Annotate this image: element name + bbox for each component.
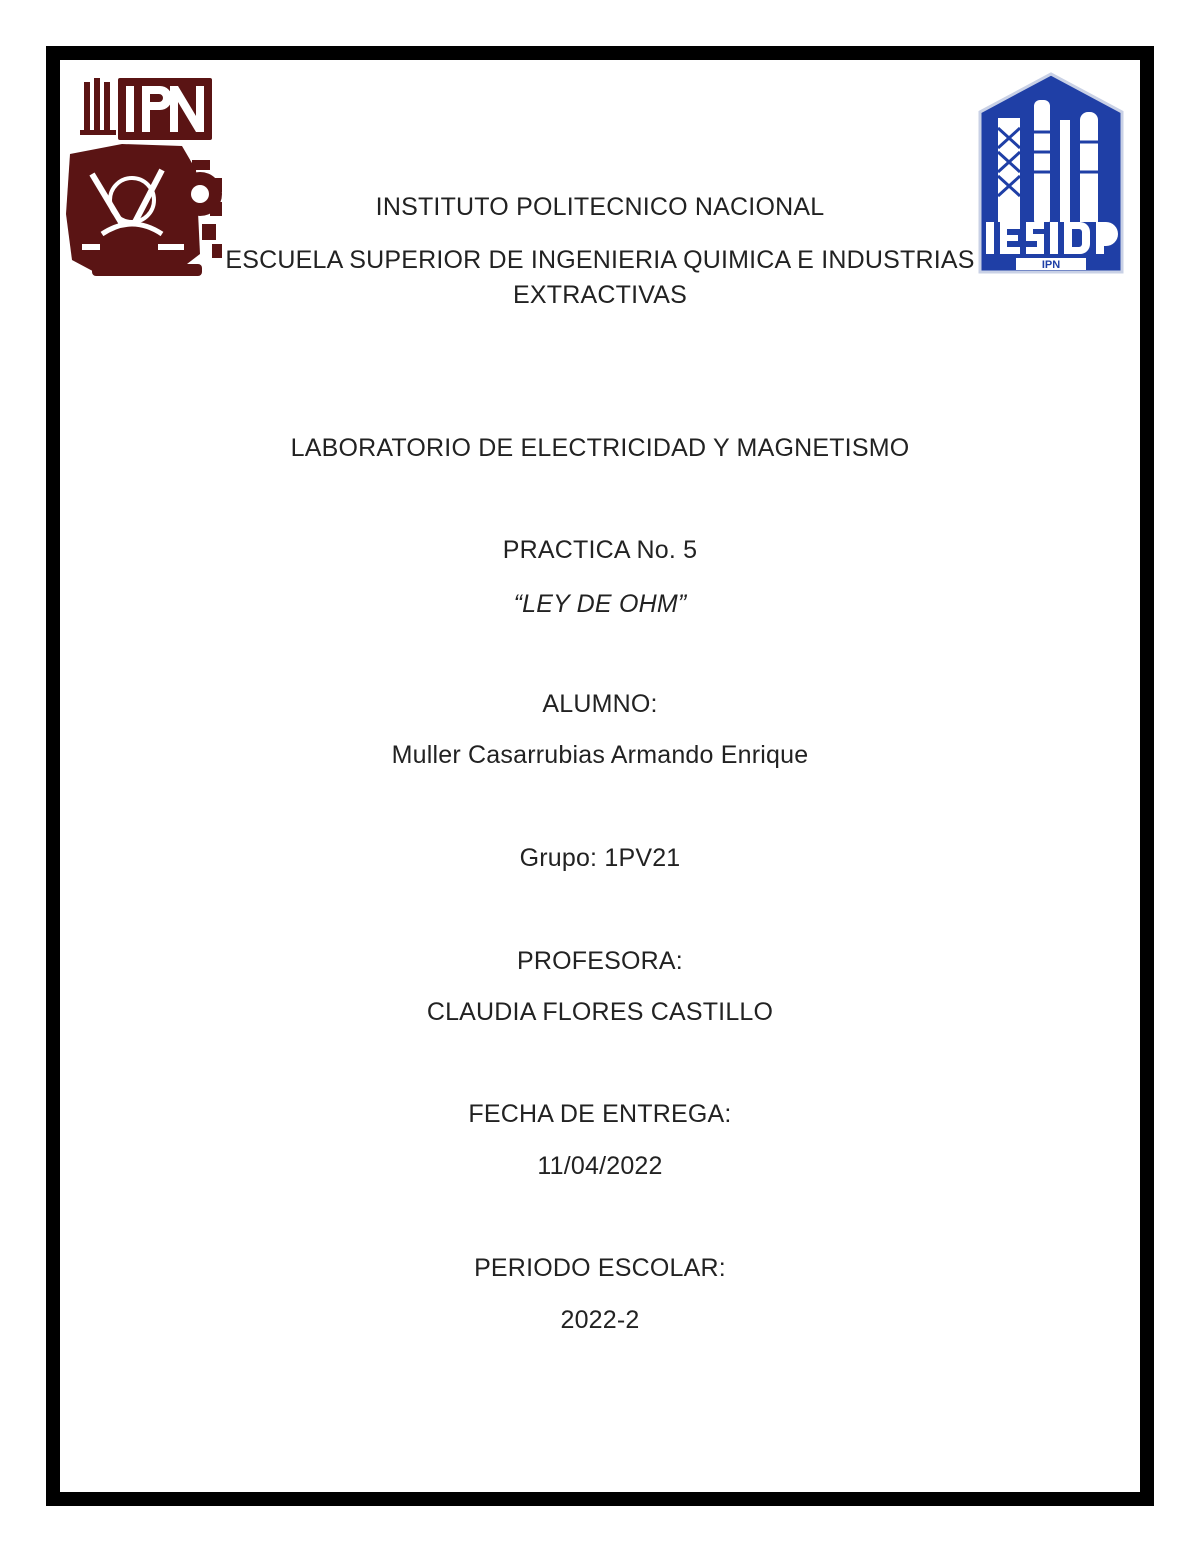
due-date-label: FECHA DE ENTREGA: [468,1100,732,1128]
teacher-label: PROFESORA: [517,947,683,975]
period-label: PERIODO ESCOLAR: [474,1254,726,1282]
teacher-name: CLAUDIA FLORES CASTILLO [426,998,774,1026]
school-name-line2: EXTRACTIVAS [513,281,687,309]
practice-number: PRACTICA No. 5 [502,536,698,564]
due-date-value: 11/04/2022 [537,1152,663,1180]
institution-name: INSTITUTO POLITECNICO NACIONAL [375,193,825,221]
practice-title: “LEY DE OHM” [513,590,687,618]
student-name: Muller Casarrubias Armando Enrique [391,741,809,769]
esiqie-logo-subtext: IPN [1041,259,1061,271]
group-info: Grupo: 1PV21 [519,844,681,872]
course-title: LABORATORIO DE ELECTRICIDAD Y MAGNETISMO [290,434,910,462]
student-label: ALUMNO: [542,690,658,718]
period-value: 2022-2 [560,1306,640,1334]
school-name-line1: ESCUELA SUPERIOR DE INGENIERIA QUIMICA E INDUSTRIAS [225,246,975,274]
